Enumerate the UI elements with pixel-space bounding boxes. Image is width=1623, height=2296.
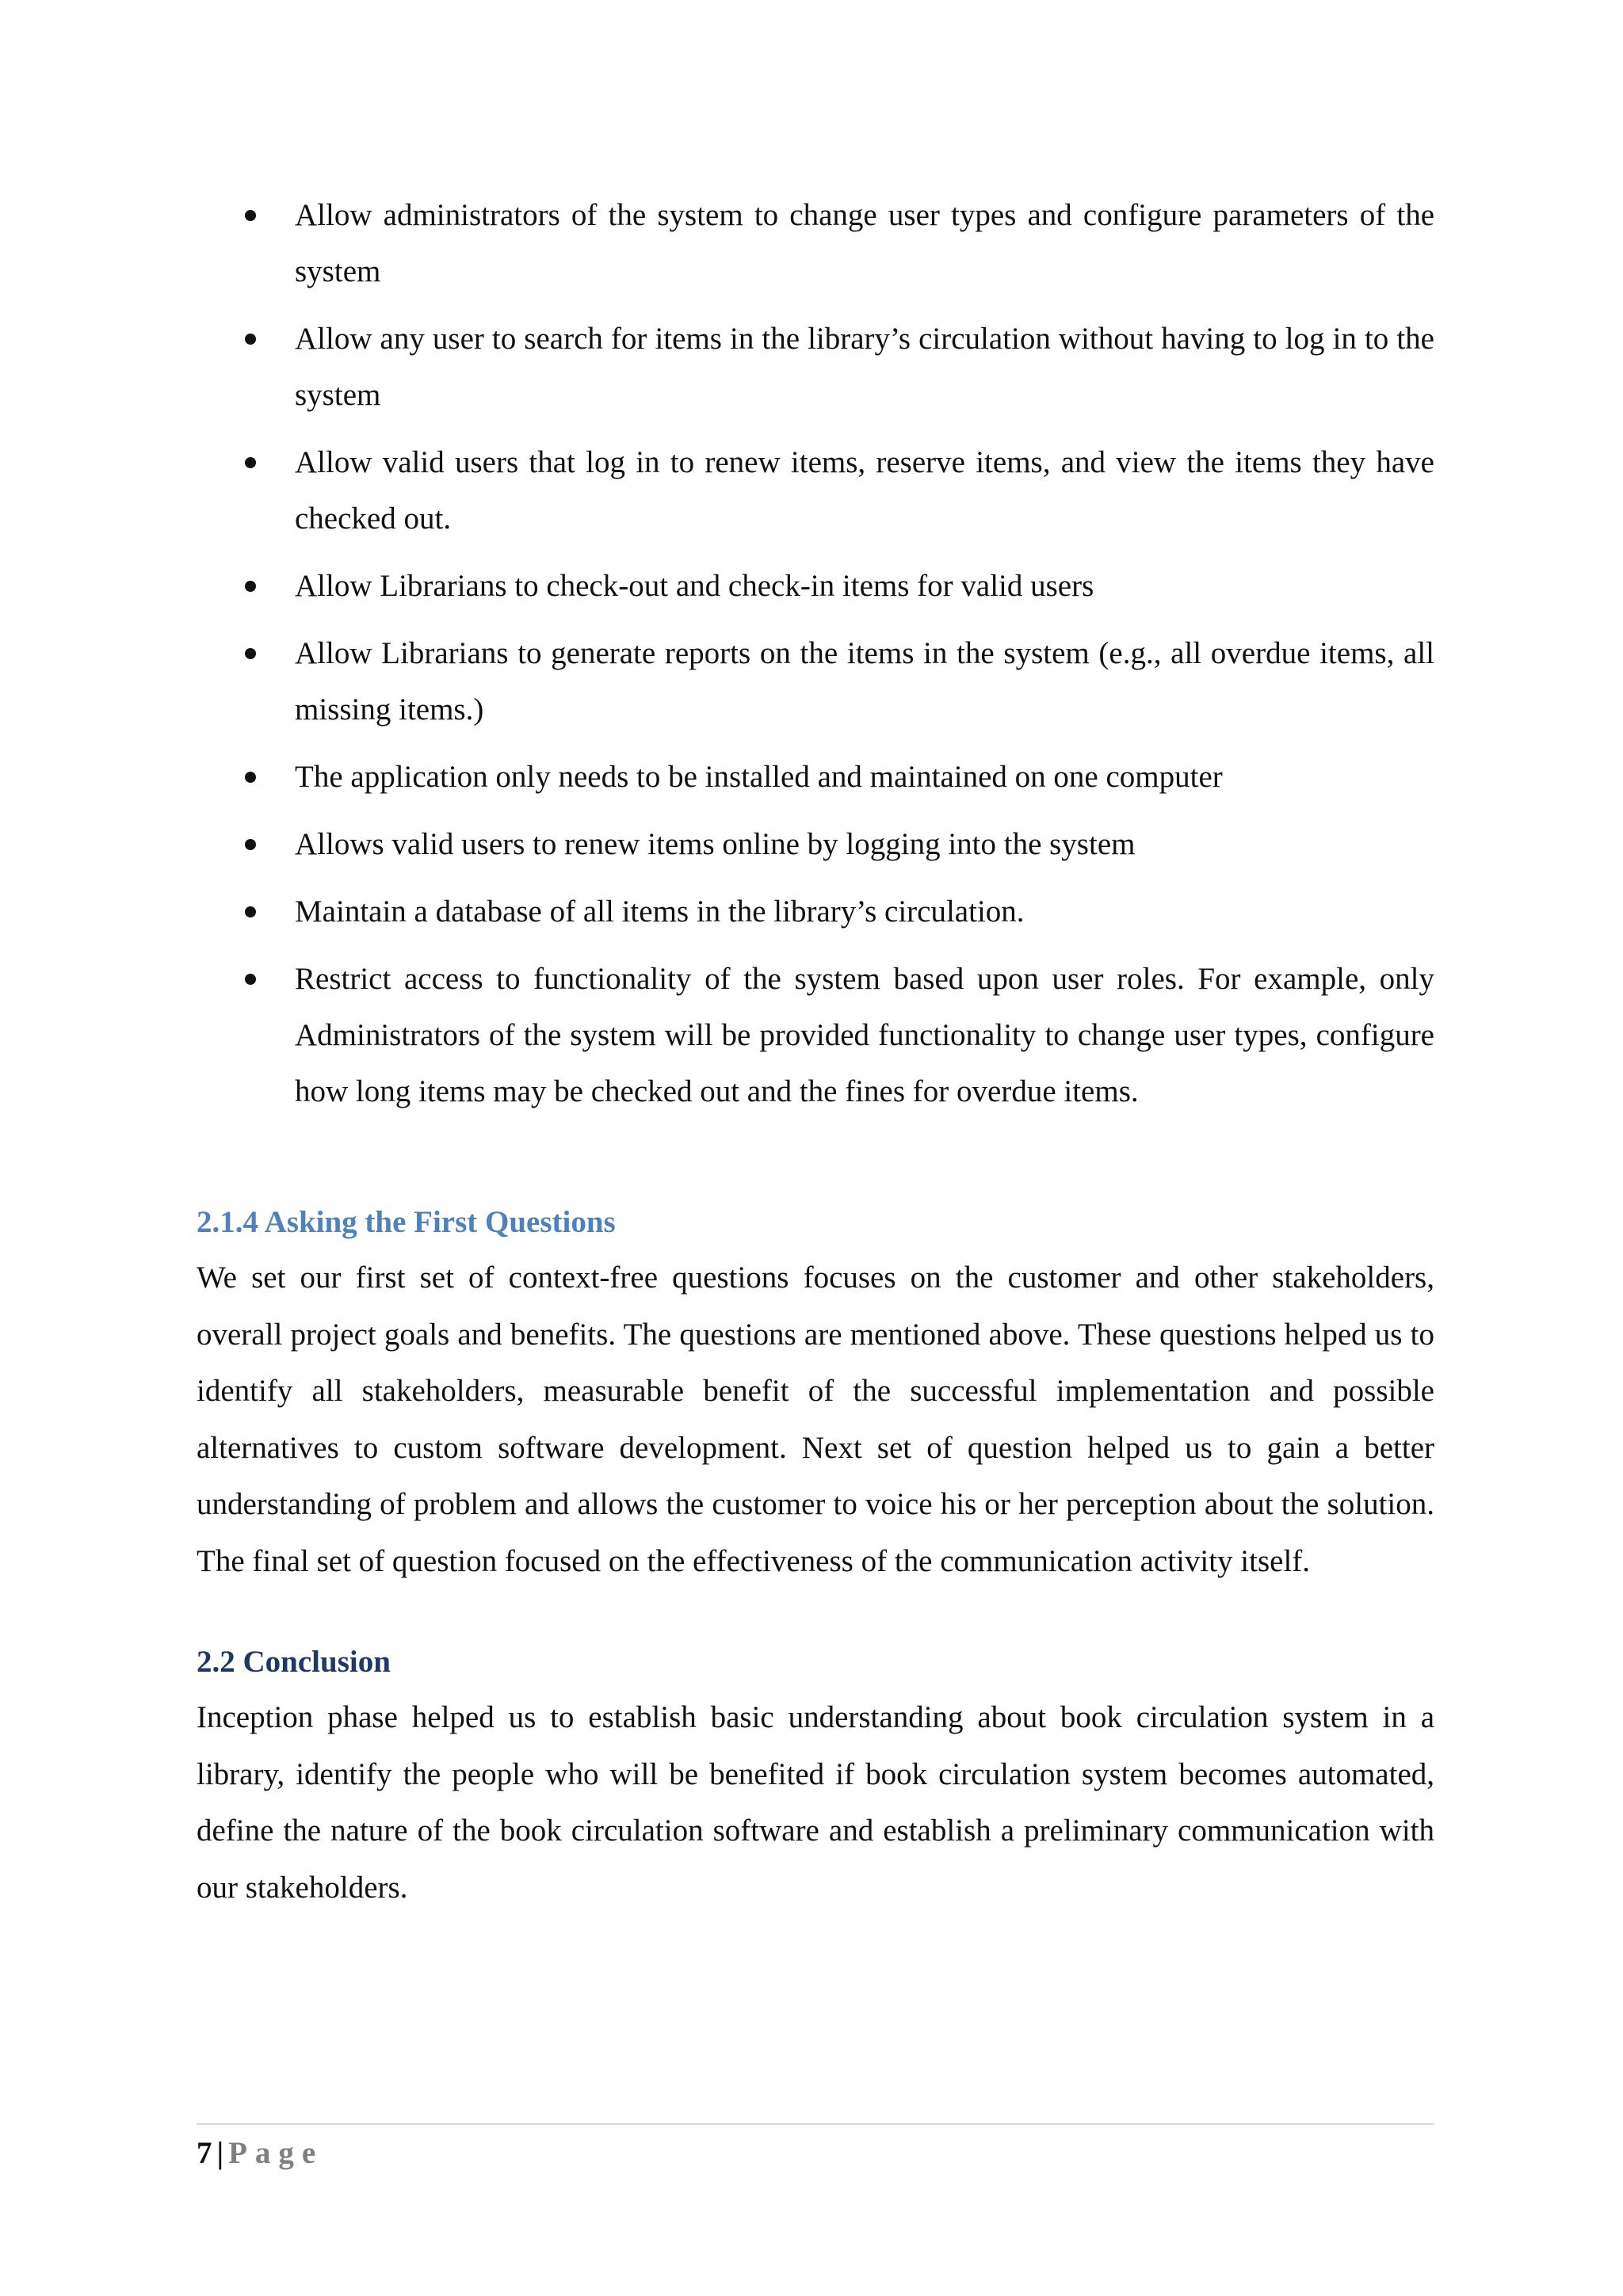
footer-divider: [197, 2123, 1434, 2125]
bullet-icon: [245, 210, 256, 221]
list-item-text: Allows valid users to renew items online by logging into the system: [295, 827, 1136, 861]
page-footer: [197, 2123, 1434, 2177]
list-item-text: Maintain a database of all items in the library’s circulation.: [295, 894, 1025, 929]
list-item: [197, 951, 1434, 1119]
page-number: 7: [197, 2136, 212, 2170]
list-item-text: The application only needs to be installed and maintained on one computer: [295, 760, 1223, 794]
subsection-heading: 2.1.4 Asking the First Questions: [197, 1205, 616, 1239]
bullet-icon: [245, 334, 256, 345]
page-number-label: [197, 2130, 1434, 2177]
list-item-text: Allow administrators of the system to change user types and configure parameters of the system: [295, 198, 1434, 288]
list-item: [197, 434, 1434, 547]
page-content: [197, 187, 1434, 1916]
requirements-list: [197, 187, 1434, 1119]
asking-questions-paragraph: We set our first set of context-free questions focuses on the customer and other stakeholders, overall project goals and benefits. The questions are mentioned above. These questions helped us to identify all stakeholders, measurable benefit of the successful implementation and possible alternatives to custom software development. Next set of question helped us to gain a better understanding of problem and allows the customer to voice his or her perception about the solution. The final set of question focused on the effectiveness of the communication activity itself.: [197, 1261, 1434, 1578]
list-item: [197, 558, 1434, 614]
list-item: [197, 749, 1434, 805]
bullet-icon: [245, 906, 256, 917]
bullet-icon: [245, 648, 256, 659]
footer-separator: |: [216, 2136, 224, 2170]
bullet-icon: [245, 772, 256, 783]
list-item: [197, 311, 1434, 423]
section-heading: 2.2 Conclusion: [197, 1645, 391, 1679]
list-item: [197, 883, 1434, 940]
page-label: Page: [228, 2136, 324, 2170]
bullet-icon: [245, 581, 256, 592]
bullet-icon: [245, 457, 256, 468]
list-item-text: Allow valid users that log in to renew items, reserve items, and view the items they have checked out.: [295, 445, 1434, 536]
list-item-text: Allow any user to search for items in the library’s circulation without having to log in to the system: [295, 322, 1434, 412]
list-item-text: Allow Librarians to generate reports on the items in the system (e.g., all overdue items, all missing items.): [295, 636, 1434, 727]
list-item: [197, 816, 1434, 872]
list-item: [197, 187, 1434, 299]
bullet-icon: [245, 974, 256, 985]
list-item-text: Allow Librarians to check-out and check-in items for valid users: [295, 569, 1094, 603]
list-item: [197, 625, 1434, 738]
conclusion-paragraph: Inception phase helped us to establish basic understanding about book circulation system in a library, identify the people who will be benefited if book circulation system becomes automated, define the nature of the book circulation software and establish a preliminary communication with our stakeholders.: [197, 1700, 1434, 1905]
list-item-text: Restrict access to functionality of the system based upon user roles. For example, only Administrators of the system will be provided functionality to change user types, configure how long items may be checked out and the fines for overdue items.: [295, 962, 1434, 1108]
bullet-icon: [245, 839, 256, 850]
